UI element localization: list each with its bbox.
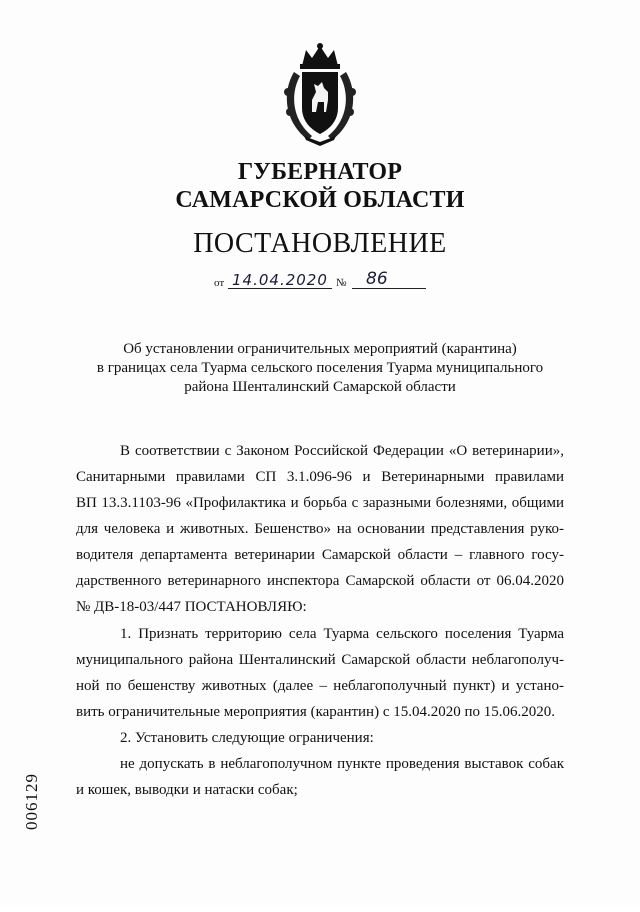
text-line: Санитарными правилами СП 3.1.096-96 и Ветеринарными правилами <box>76 469 564 485</box>
handwritten-date: 14.04.2020 <box>232 271 328 289</box>
document-type-heading: ПОСТАНОВЛЕНИЕ <box>193 228 447 259</box>
text-line: не допускать в неблагополучном пункте проведения выставок собак <box>120 756 564 772</box>
authority-title-line1: ГУБЕРНАТОР <box>237 159 403 185</box>
text-line: 2. Установить следующие ограничения: <box>120 730 374 746</box>
number-label: № <box>336 277 347 289</box>
text-line: В соответствии с Законом Российской Федерации «О ветеринарии», <box>120 443 564 459</box>
text-line: ВП 13.3.1103-96 «Профилактика и борьба с заразными болезнями, общими <box>76 495 564 511</box>
subject-line: района Шенталинский Самарской области <box>184 379 456 395</box>
authority-title-line2: САМАРСКОЙ ОБЛАСТИ <box>175 187 465 213</box>
document-subject <box>60 340 580 397</box>
date-label: от <box>214 277 225 289</box>
date-number-row <box>214 270 434 292</box>
text-line: 1. Признать территорию села Туарма сельского поселения Туарма <box>120 626 564 642</box>
restriction-paragraph <box>76 751 564 803</box>
text-line: дарственного ветеринарного инспектора Самарской области от 06.04.2020 <box>76 573 564 589</box>
handwritten-number: 86 <box>366 269 388 289</box>
margin-serial-number: 006129 <box>22 773 41 830</box>
subject-line: Об установлении ограничительных мероприятий (карантина) <box>123 341 517 357</box>
text-line: № ДВ-18-03/447 ПОСТАНОВЛЯЮ: <box>76 599 307 615</box>
text-line: вить ограничительные мероприятия (карантин) с 15.04.2020 по 15.06.2020. <box>76 704 556 720</box>
clause-1-paragraph <box>76 621 564 725</box>
coat-of-arms-emblem <box>272 42 368 146</box>
text-line: муниципального района Шенталинский Самарской области неблагополуч- <box>76 652 564 668</box>
text-line: для человека и животных. Бешенство» на основании представления руко- <box>76 521 564 537</box>
subject-line: в границах села Туарма сельского поселения Туарма муниципального <box>96 360 544 376</box>
text-line: водителя департамента ветеринарии Самарской области – главного госу- <box>76 547 564 563</box>
text-line: и кошек, выводки и натаски собак; <box>76 782 298 798</box>
margin-stamp-area <box>22 773 44 912</box>
preamble-paragraph <box>76 438 564 620</box>
clause-2-paragraph <box>76 725 564 751</box>
number-underline <box>352 288 426 289</box>
text-line: ной по бешенству животных (далее – неблагополучный пункт) и устано- <box>76 678 564 694</box>
